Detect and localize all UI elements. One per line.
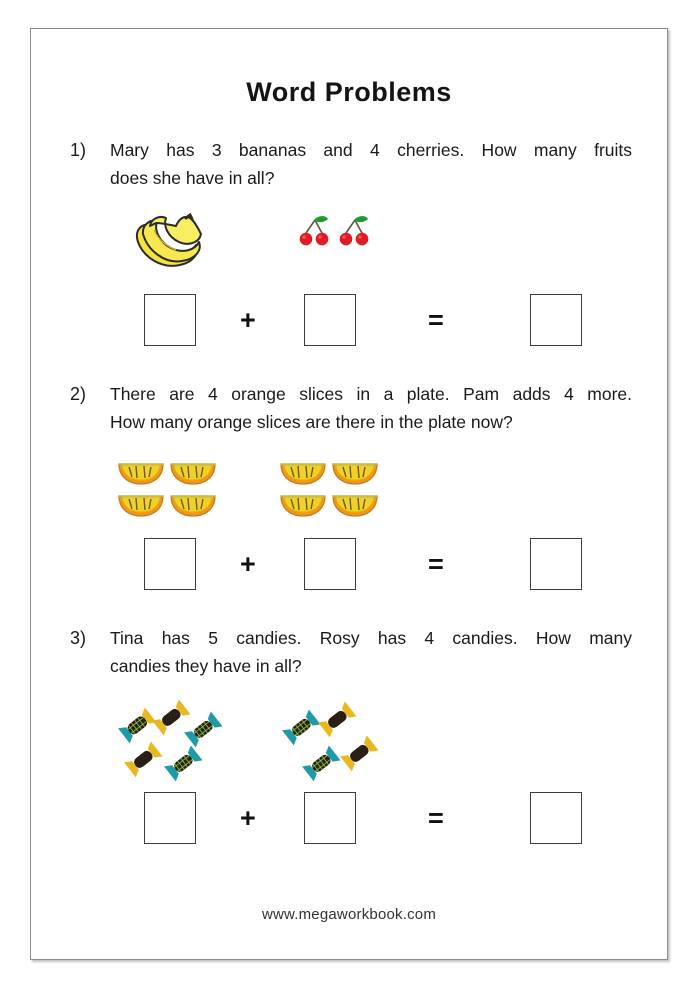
problem-3-answer-box-left[interactable]: [144, 792, 196, 844]
problem-1-pictures: [66, 206, 632, 286]
problem-3-answer-box-sum[interactable]: [530, 792, 582, 844]
problem-2-text-line2: How many orange slices are there in the plate now?: [110, 412, 513, 432]
candy-icon: [122, 738, 164, 780]
problem-2-text: [110, 380, 632, 436]
candy-icon: [338, 732, 380, 774]
orange-slice-icon: [116, 454, 166, 486]
candy-group: [280, 694, 392, 776]
problem-1-answer-box-left[interactable]: [144, 294, 196, 346]
problem-2-right-group: [278, 454, 380, 518]
problem-2-answer-box-right[interactable]: [304, 538, 356, 590]
orange-slice-group: [278, 454, 380, 518]
problem-2-pictures: [66, 450, 632, 530]
equals-operator: =: [428, 803, 444, 833]
problem-3-answer-box-right[interactable]: [304, 792, 356, 844]
orange-slice-icon: [116, 486, 166, 518]
problem-3-pictures: [66, 694, 632, 784]
orange-slice-icon: [168, 454, 218, 486]
orange-slice-icon: [278, 454, 328, 486]
page-title: Word Problems: [246, 77, 452, 107]
equals-operator: =: [428, 305, 444, 335]
problem-1-answer-box-sum[interactable]: [530, 294, 582, 346]
problem-2-number: 2): [70, 384, 87, 404]
problem-2-question: [66, 380, 632, 436]
problem-1-answer-box-right[interactable]: [304, 294, 356, 346]
problem-1-number: 1): [70, 140, 87, 160]
orange-slice-icon: [168, 486, 218, 518]
problem-2-equation: [66, 536, 632, 598]
problem-3-left-group: [116, 694, 228, 776]
candy-group: [116, 694, 228, 776]
problem-3-text-line2: candies they have in all?: [110, 656, 302, 676]
problem-3: [66, 624, 632, 852]
equals-operator: =: [428, 549, 444, 579]
problem-3-text-line1: Tina has 5 candies. Rosy has 4 candies. How many: [110, 628, 632, 648]
problem-2-text-line1: There are 4 orange slices in a plate. Pam adds 4 more.: [110, 384, 632, 404]
problem-3-right-group: [280, 694, 392, 776]
problem-3-equation: [66, 790, 632, 852]
candy-icon: [162, 742, 204, 784]
problem-2-answer-box-sum[interactable]: [530, 538, 582, 590]
orange-slice-icon: [330, 454, 380, 486]
banana-bunch-icon: [130, 212, 204, 270]
problem-3-question: [66, 624, 632, 680]
problem-1-question: [66, 136, 632, 192]
cherry-icon: [298, 214, 332, 248]
problem-1-right-group: [294, 208, 372, 248]
cherry-icon: [338, 214, 372, 248]
problem-1-equation: [66, 292, 632, 354]
orange-slice-group: [116, 454, 218, 518]
problem-2-answer-box-left[interactable]: [144, 538, 196, 590]
plus-operator: +: [240, 305, 256, 335]
plus-operator: +: [240, 549, 256, 579]
orange-slice-icon: [278, 486, 328, 518]
problem-2: [66, 380, 632, 598]
problem-1-text-line1: Mary has 3 bananas and 4 cherries. How many fruits: [110, 140, 632, 160]
problem-3-text: [110, 624, 632, 680]
problem-1: [66, 136, 632, 354]
problem-1-text: [110, 136, 632, 192]
plus-operator: +: [240, 803, 256, 833]
problem-1-left-group: [130, 212, 204, 270]
candy-icon: [300, 742, 342, 784]
worksheet-page: [30, 28, 668, 960]
problem-3-number: 3): [70, 628, 87, 648]
problem-1-text-line2: does she have in all?: [110, 168, 275, 188]
footer-website: www.megaworkbook.com: [261, 906, 437, 923]
cherry-group: [294, 208, 372, 248]
problem-2-left-group: [116, 454, 218, 518]
orange-slice-icon: [330, 486, 380, 518]
